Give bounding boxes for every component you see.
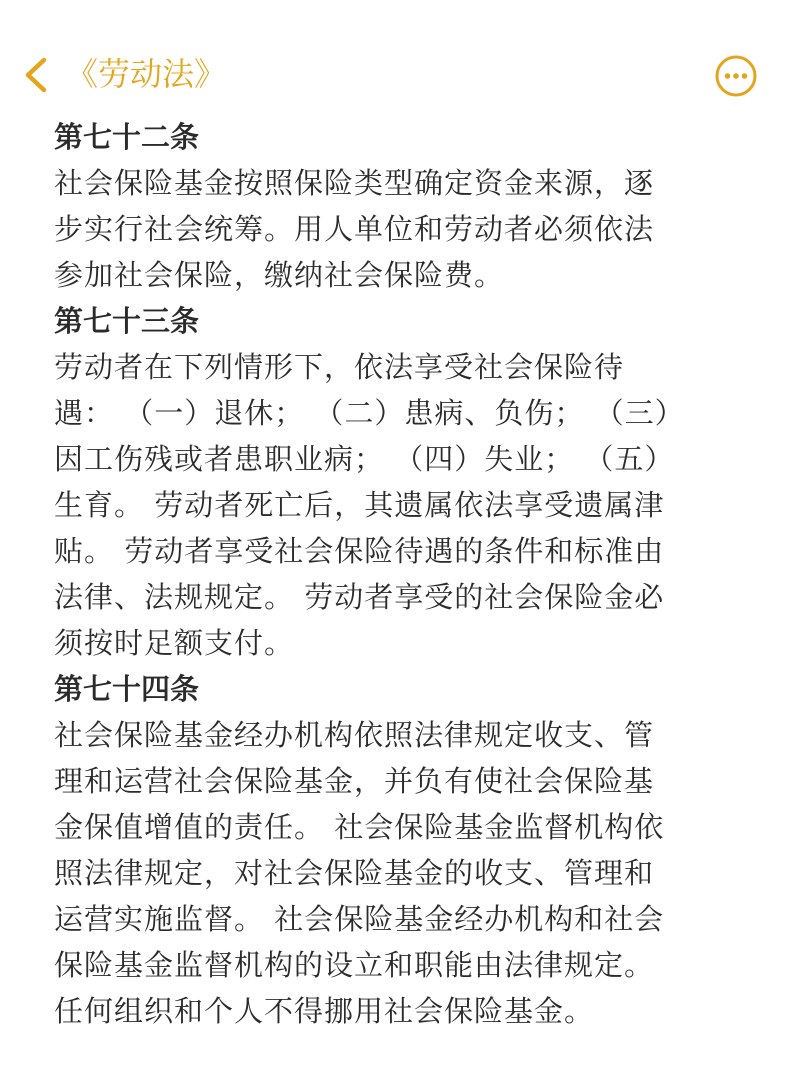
text-line: 保险基金监督机构的设立和职能由法律规定。 — [54, 948, 655, 982]
text-line: 理和运营社会保险基金，并负有使社会保险基 — [54, 764, 655, 798]
text-line: 法律、法规规定。 劳动者享受的社会保险金必 — [54, 580, 665, 614]
article-74 — [54, 666, 744, 1034]
text-line: 任何组织和个人不得挪用社会保险基金。 — [54, 994, 595, 1028]
article-heading: 第七十二条 — [54, 120, 200, 154]
text-line: 贴。 劳动者享受社会保险待遇的条件和标准由 — [54, 534, 665, 568]
text-line: 生育。 劳动者死亡后，其遗属依法享受遗属津 — [54, 488, 665, 522]
article-body — [54, 344, 744, 666]
text-line: 须按时足额支付。 — [54, 626, 295, 660]
article-body — [54, 712, 744, 1034]
article-72 — [54, 114, 744, 298]
text-line: 金保值增值的责任。 社会保险基金监督机构依 — [54, 810, 665, 844]
navigation-bar — [0, 40, 800, 110]
text-line: 社会保险基金按照保险类型确定资金来源，逐 — [54, 166, 655, 200]
text-line: 运营实施监督。 社会保险基金经办机构和社会 — [54, 902, 665, 936]
back-button[interactable] — [18, 50, 58, 100]
text-line: 步实行社会统筹。用人单位和劳动者必须依法 — [54, 212, 655, 246]
text-line: 劳动者在下列情形下，依法享受社会保险待 — [54, 350, 625, 384]
chevron-left-icon — [18, 50, 58, 100]
more-options-button[interactable] — [714, 54, 758, 98]
text-line: 社会保险基金经办机构依照法律规定收支、管 — [54, 718, 655, 752]
article-body — [54, 160, 744, 298]
text-line: 因工伤残或者患职业病； （四）失业； （五） — [54, 442, 675, 476]
text-line: 参加社会保险，缴纳社会保险费。 — [54, 258, 505, 292]
text-line: 遇： （一）退休； （二）患病、负伤； （三） — [54, 396, 685, 430]
more-horizontal-circle-icon — [714, 54, 758, 98]
article-heading: 第七十四条 — [54, 672, 200, 706]
note-content[interactable] — [54, 114, 744, 1034]
article-heading: 第七十三条 — [54, 304, 200, 338]
note-title: 《劳动法》 — [66, 55, 227, 93]
article-73 — [54, 298, 744, 666]
text-line: 照法律规定，对社会保险基金的收支、管理和 — [54, 856, 655, 890]
